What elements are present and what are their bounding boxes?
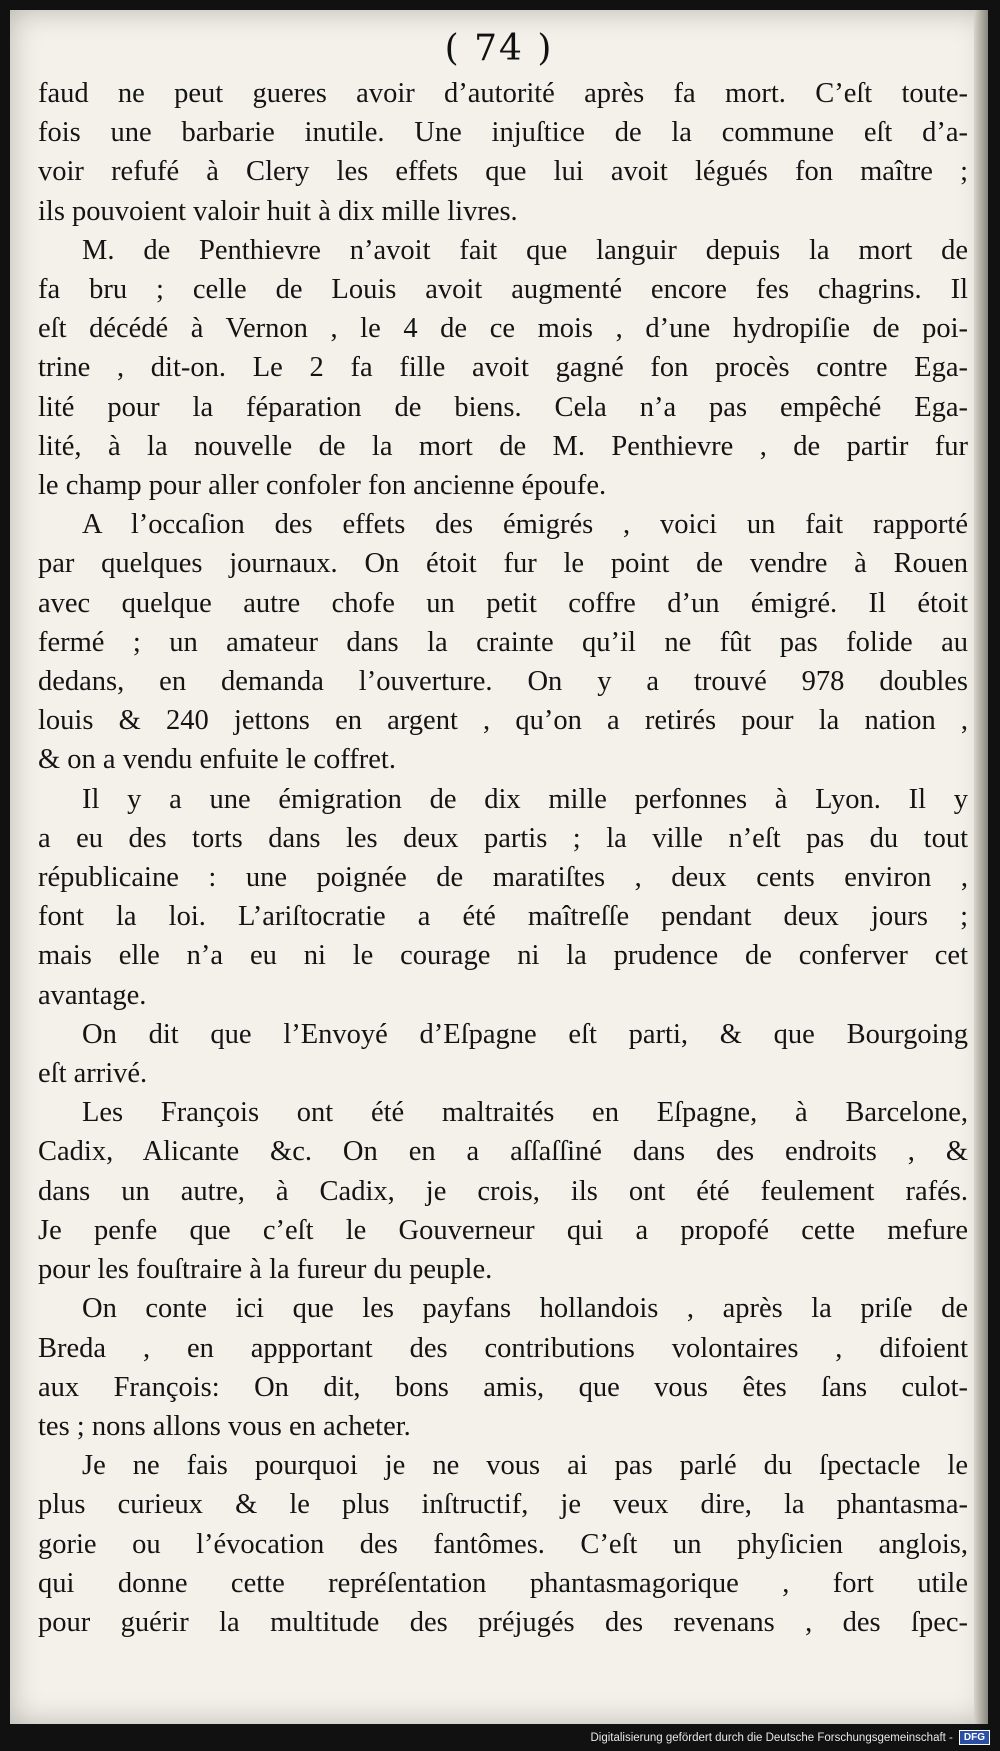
text-line: trine , dit-on. Le 2 fa fille avoit gagné fon procès contre Ega- — [38, 352, 968, 384]
text-line: faud ne peut gueres avoir d’autorité après fa mort. C’eſt toute- — [38, 78, 968, 109]
text-line: On dit que l’Envoyé d’Eſpagne eſt parti, & que Bourgoing — [82, 1018, 968, 1050]
text-line: tes ; nons allons vous en acheter. — [38, 1410, 411, 1442]
text-line: lité, à la nouvelle de la mort de M. Penthievre , de partir fur — [38, 430, 968, 462]
text-line: qui donne cette repréſentation phantasmagorique , fort utile — [38, 1567, 968, 1599]
text-line: On conte ici que les payfans hollandois , après la priſe de — [82, 1293, 968, 1325]
text-line: républicaine : une poignée de maratiſtes , deux cents environ , — [38, 862, 968, 894]
text-line: a eu des torts dans les deux partis ; la ville n’eſt pas du tout — [38, 822, 968, 854]
text-line: voir refufé à Clery les effets que lui avoit légués fon maître ; — [38, 156, 968, 188]
text-line: mais elle n’a eu ni le courage ni la prudence de conferver cet — [38, 940, 968, 972]
text-line: Je ne fais pourquoi je ne vous ai pas parlé du ſpectacle le — [82, 1450, 968, 1482]
footer-credit: Digitalisierung gefördert durch die Deutsche Forschungsgemeinschaft - — [590, 1731, 953, 1744]
text-line: fa bru ; celle de Louis avoit augmenté encore fes chagrins. Il — [38, 274, 968, 306]
text-line: Il y a une émigration de dix mille perfonnes à Lyon. Il y — [82, 783, 968, 815]
text-line: par quelques journaux. On étoit fur le point de vendre à Rouen — [38, 548, 968, 580]
text-line: pour les fouſtraire à la fureur du peuple. — [38, 1254, 493, 1286]
text-line: A l’occaſion des effets des émigrés , voici un fait rapporté — [82, 509, 968, 541]
text-line: ils pouvoient valoir huit à dix mille livres. — [38, 195, 518, 227]
text-line: font la loi. L’ariſtocratie a été maîtreſſe pendant deux jours ; — [38, 901, 968, 933]
body-text — [38, 74, 968, 1642]
page-edge-shadow — [974, 10, 988, 1724]
text-line: avec quelque autre chofe un petit coffre d’un émigré. Il étoit — [38, 587, 968, 619]
text-line: Breda , en appportant des contributions volontaires , difoient — [38, 1332, 968, 1364]
text-line: fermé ; un amateur dans la crainte qu’il ne fût pas folide au — [38, 626, 968, 658]
text-line: M. de Penthievre n’avoit fait que languir depuis la mort de — [82, 234, 968, 266]
text-line: & on a vendu enfuite le coffret. — [38, 744, 396, 776]
dfg-logo: DFG — [959, 1730, 990, 1745]
text-line: louis & 240 jettons en argent , qu’on a retirés pour la nation , — [38, 705, 968, 737]
text-line: le champ pour aller confoler fon ancienne époufe. — [38, 470, 607, 502]
digitization-footer — [590, 1730, 990, 1745]
text-line: Cadix, Alicante &c. On en a aſſaſſiné dans des endroits , & — [38, 1136, 968, 1168]
text-line: avantage. — [38, 979, 147, 1011]
text-line: eſt décédé à Vernon , le 4 de ce mois , d’une hydropiſie de poi- — [38, 313, 968, 345]
text-line: Les François ont été maltraités en Eſpagne, à Barcelone, — [82, 1097, 968, 1129]
text-line: lité pour la féparation de biens. Cela n’a pas empêché Ega- — [38, 391, 968, 423]
text-line: plus curieux & le plus inſtructif, je veux dire, la phantasma- — [38, 1489, 968, 1521]
document-page — [10, 10, 988, 1724]
text-line: Je penfe que c’eſt le Gouverneur qui a propofé cette mefure — [38, 1214, 968, 1246]
text-line: aux François: On dit, bons amis, que vous êtes ſans culot- — [38, 1371, 968, 1403]
text-line: pour guérir la multitude des préjugés des revenans , des ſpec- — [38, 1606, 968, 1638]
text-line: dedans, en demanda l’ouverture. On y a trouvé 978 doubles — [38, 666, 968, 698]
text-line: dans un autre, à Cadix, je crois, ils ont été feulement rafés. — [38, 1175, 968, 1207]
page-number: ( 74 ) — [444, 28, 554, 69]
text-line: eſt arrivé. — [38, 1058, 148, 1090]
text-line: fois une barbarie inutile. Une injuſtice de la commune eſt d’a- — [38, 117, 968, 149]
text-line: gorie ou l’évocation des fantômes. C’eſt un phyſicien anglois, — [38, 1528, 968, 1560]
